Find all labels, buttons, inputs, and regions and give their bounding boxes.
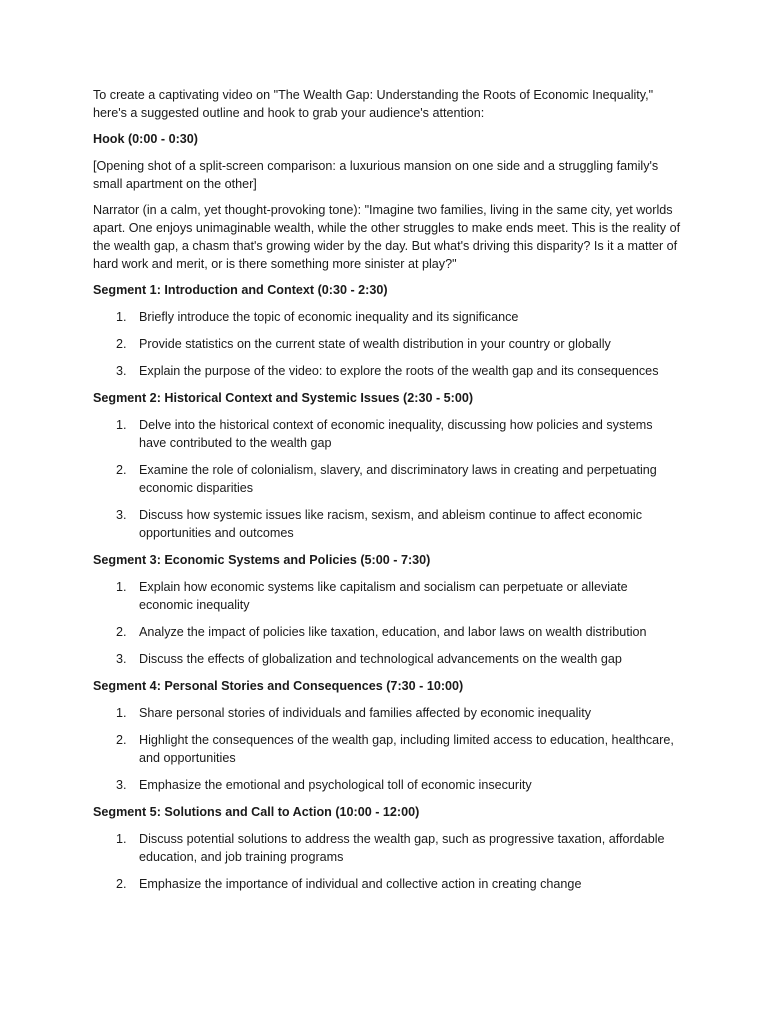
- list-item-text: Delve into the historical context of economic inequality, discussing how policies and systems have contributed to the wealth gap: [139, 418, 653, 450]
- list-item-number: 2.: [116, 337, 127, 351]
- list-item: [93, 830, 683, 866]
- list-item-number: 1.: [116, 310, 127, 324]
- list-item-number: 1.: [116, 580, 127, 594]
- list-item: [93, 308, 683, 326]
- segment-3-list: [93, 578, 683, 668]
- segment-5-heading: Segment 5: Solutions and Call to Action (10:00 - 12:00): [93, 805, 420, 819]
- list-item: [93, 704, 683, 722]
- list-item-number: 2.: [116, 877, 127, 891]
- segment-5-list: [93, 830, 683, 893]
- list-item-number: 1.: [116, 418, 127, 432]
- hook-heading: Hook (0:00 - 0:30): [93, 132, 198, 146]
- segment-4-list: [93, 704, 683, 794]
- list-item-number: 3.: [116, 508, 127, 522]
- list-item-number: 3.: [116, 778, 127, 792]
- list-item-text: Explain the purpose of the video: to explore the roots of the wealth gap and its consequences: [139, 364, 659, 378]
- list-item-text: Highlight the consequences of the wealth gap, including limited access to education, healthcare, and opportunities: [139, 733, 674, 765]
- list-item-number: 1.: [116, 706, 127, 720]
- list-item-text: Share personal stories of individuals and families affected by economic inequality: [139, 706, 591, 720]
- list-item-number: 2.: [116, 463, 127, 477]
- list-item: [93, 650, 683, 668]
- list-item: [93, 875, 683, 893]
- list-item: [93, 731, 683, 767]
- list-item-text: Emphasize the emotional and psychological toll of economic insecurity: [139, 778, 532, 792]
- list-item: [93, 461, 683, 497]
- segment-1-list: [93, 308, 683, 380]
- hook-scene-description: [Opening shot of a split-screen comparison: a luxurious mansion on one side and a struggling family's small apartment on the other]: [93, 159, 659, 191]
- list-item: [93, 578, 683, 614]
- list-item-text: Analyze the impact of policies like taxation, education, and labor laws on wealth distribution: [139, 625, 647, 639]
- list-item-number: 1.: [116, 832, 127, 846]
- intro-paragraph: To create a captivating video on "The Wealth Gap: Understanding the Roots of Economic Inequality," here's a suggested outline and hook to grab your audience's attention:: [93, 88, 654, 120]
- segment-4-heading: Segment 4: Personal Stories and Consequences (7:30 - 10:00): [93, 679, 464, 693]
- list-item-text: Explain how economic systems like capitalism and socialism can perpetuate or alleviate economic inequality: [139, 580, 628, 612]
- segment-2-list: [93, 416, 683, 542]
- list-item-text: Examine the role of colonialism, slavery, and discriminatory laws in creating and perpetuating economic disparities: [139, 463, 657, 495]
- list-item-number: 2.: [116, 733, 127, 747]
- list-item-text: Emphasize the importance of individual and collective action in creating change: [139, 877, 582, 891]
- segment-1-heading: Segment 1: Introduction and Context (0:30 - 2:30): [93, 283, 388, 297]
- list-item-number: 3.: [116, 364, 127, 378]
- list-item: [93, 362, 683, 380]
- list-item-text: Provide statistics on the current state of wealth distribution in your country or globally: [139, 337, 611, 351]
- list-item-text: Discuss the effects of globalization and technological advancements on the wealth gap: [139, 652, 622, 666]
- list-item: [93, 776, 683, 794]
- list-item-text: Discuss how systemic issues like racism, sexism, and ableism continue to affect economic opportunities and outcomes: [139, 508, 643, 540]
- segment-3-heading: Segment 3: Economic Systems and Policies (5:00 - 7:30): [93, 553, 431, 567]
- segment-2-heading: Segment 2: Historical Context and Systemic Issues (2:30 - 5:00): [93, 391, 474, 405]
- list-item: [93, 335, 683, 353]
- list-item-text: Discuss potential solutions to address the wealth gap, such as progressive taxation, affordable education, and job training programs: [139, 832, 665, 864]
- list-item: [93, 623, 683, 641]
- list-item-number: 2.: [116, 625, 127, 639]
- document-page: [93, 86, 683, 902]
- hook-narration: Narrator (in a calm, yet thought-provoking tone): "Imagine two families, living in the same city, yet worlds apart. One enjoys unimaginable wealth, while the other struggles to make ends meet. This is the reality of the wealth gap, a chasm that's growing wider by the day. But what's driving this disparity? Is it a matter of hard work and merit, or is there something more sinister at play?": [93, 203, 681, 271]
- list-item-text: Briefly introduce the topic of economic inequality and its significance: [139, 310, 519, 324]
- list-item-number: 3.: [116, 652, 127, 666]
- list-item: [93, 416, 683, 452]
- list-item: [93, 506, 683, 542]
